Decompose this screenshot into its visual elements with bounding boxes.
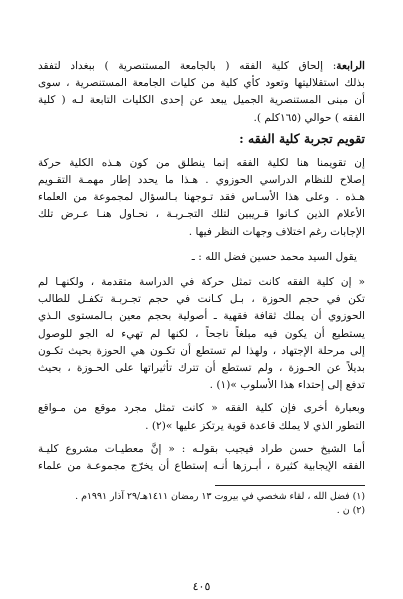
- paragraph-taqwim-line-1: إن تقويمنا هنا لكلية الفقه إنما ينطلق من كون هـذه الكلية حركة: [38, 156, 365, 169]
- quote-line-3: الحوزوي أن يملك ثقافة فقهية ـ أصولية بحجم معين بـالمستوى الـذي: [38, 310, 365, 323]
- paragraph-rabia-label: الرابعة: [336, 60, 365, 72]
- paragraph-rabia-line-3: أن مبنى المستنصرية الجميل يبعد عن إحدى الكليات التابعة لـه ( كلية: [38, 94, 365, 107]
- paragraph-taqwim-line-3: هـذه . وعلى هذا الأسـاس فقد تـوجهنا بـالسؤال لمجموعة من العلماء: [38, 191, 365, 204]
- quote-line-6: بديلاً عن الحـوزة ، ولم تستطع أن تترك تأثيراتها على الحـوزة ، بحيث: [38, 362, 365, 375]
- paragraph-other-line-2: التطور الذي لا يملك قاعدة قوية يرتكز عليها »(٢) .: [145, 419, 365, 432]
- section-heading: تقويم تجربة كلية الفقه :: [239, 130, 365, 146]
- quote-line-1: « إن كلية الفقه كانت تمثل حركة في الدراسة متقدمة ، ولكنهـا لم: [38, 276, 365, 289]
- paragraph-tarrad: [38, 441, 365, 475]
- paragraph-tarrad-line-2: الفقه الإيجابية كثيرة ، أبـرزها أنـه إستطاع أن يخرّج مجموعـة من علماء: [38, 460, 365, 473]
- paragraph-taqwim-line-5: الإجابات رغم اختلاف وجهات النظر فيها .: [188, 225, 365, 238]
- paragraph-rabia-line-4: الفقه ) حوالي (١٦٥كلم ).: [253, 111, 365, 124]
- footnote-1: (١) فضل الله ، لقاء شخصي في بيروت ١٣ رمضان ١٤١١هـ/٢٩ آذار ١٩٩١م .: [75, 491, 365, 503]
- quote-line-2: تكن في حجم الحوزة ، بـل كـانت في حجم تجـربـة تكفـل للطالب: [38, 293, 365, 306]
- speaker-intro: يقول السيد محمد حسين فضل الله : ـ: [191, 250, 357, 263]
- paragraph-tarrad-line-1: أما الشيخ حسن طراد فيجيب بقولـه : « إنَّ معطيـات مشروع كليـة: [38, 442, 365, 455]
- quote-paragraph: [38, 274, 365, 394]
- paragraph-taqwim: [38, 155, 365, 241]
- quote-line-7: تدفع إلى إحتداء هذا الأسلوب »(١) .: [209, 379, 365, 392]
- paragraph-rabia-line-1: : إلحاق كلية الفقه ( بالجامعة المستنصرية ) ببغداد لتفقد: [38, 60, 337, 72]
- quote-line-4: يستطيع أن يكون فيه مبلغاً ناجحاً ، لكنها لم تهيء له الجو للوصول: [38, 327, 365, 340]
- paragraph-other: [38, 400, 365, 434]
- paragraph-taqwim-line-4: الأعلام الذين كـانوا قـريبين لتلك التجـربـة ، نحـاول هنـا عـرض تلك: [38, 208, 365, 221]
- paragraph-rabia-line-2: بذلك استقلاليتها وتعود كأي كلية من كليات الجامعة المستنصرية ، سوى: [38, 77, 365, 90]
- paragraph-taqwim-line-2: إصلاح للنظام الدراسي الحوزوي . هـذا ما يحدد إطار مهمـة التقـويم: [38, 174, 365, 187]
- footnote-2: (٢) ن .: [336, 505, 365, 517]
- footnote-divider: [215, 485, 365, 486]
- paragraph-other-line-1: وبعبارة أخرى فإن كلية الفقه « كانت تمثل مجرد موقع من مـواقع: [38, 402, 365, 415]
- paragraph-rabia: [38, 58, 365, 127]
- page-number: ٤٠٥: [192, 580, 211, 593]
- quote-line-5: إلى مرحلة الإجتهاد ، ولهذا لم تستطع أن تكـون هي الحوزة بحيث تكـون: [38, 344, 365, 357]
